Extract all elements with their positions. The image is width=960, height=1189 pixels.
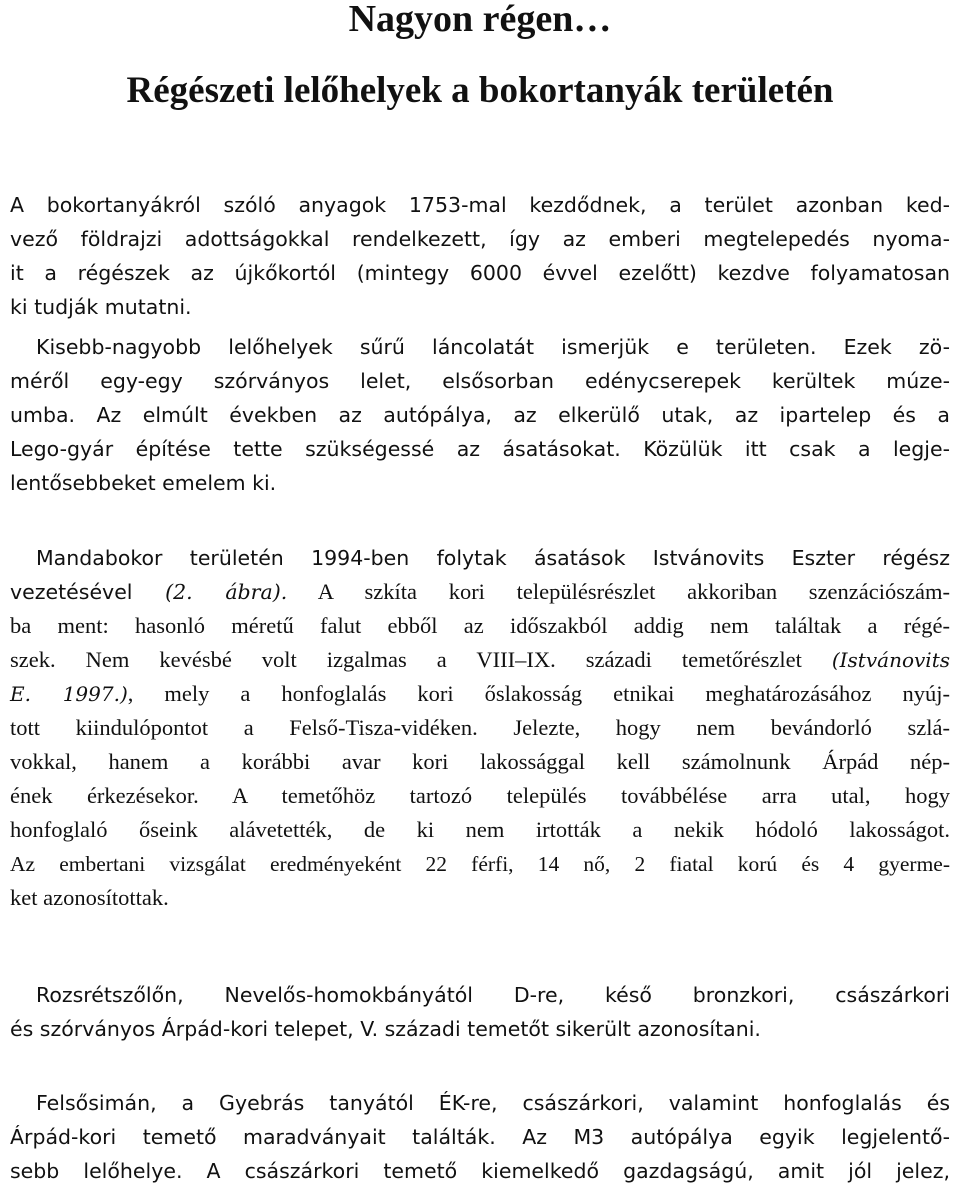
- paragraph-1: [10, 188, 950, 324]
- text-line: ki tudják mutatni.: [10, 295, 192, 319]
- text-line: vező földrajzi adottságokkal rendelkezett, így az emberi megtelepedés nyoma-: [10, 227, 950, 251]
- text-run: vezetésével: [10, 580, 166, 604]
- text-line: [10, 677, 950, 711]
- text-line: [10, 643, 950, 677]
- text-line: sebb lelőhelye. A császárkori temető kiemelkedő gazdagságú, amit jól jelez,: [10, 1159, 950, 1183]
- paragraph-4: [10, 978, 950, 1046]
- text-line: tott kiindulópontot a Felső-Tisza-vidéken. Jelezte, hogy nem bevándorló szlá-: [10, 715, 950, 740]
- text-line: vokkal, hanem a korábbi avar kori lakossággal kell számolnunk Árpád nép-: [10, 749, 950, 774]
- figure-reference: (2. ábra).: [165, 580, 288, 604]
- citation: (Istvánovits: [831, 648, 950, 672]
- text-line: umba. Az elmúlt években az autópálya, az elkerülő utak, az ipartelep és a: [10, 403, 950, 427]
- text-line: Az embertani vizsgálat eredményeként 22 férfi, 14 nő, 2 fiatal korú és 4 gyerme-: [10, 852, 950, 876]
- paragraph-5: [10, 1086, 950, 1188]
- text-line: Rozsrétszőlőn, Nevelős-homokbányától D-re, késő bronzkori, császárkori: [36, 983, 950, 1007]
- text-line: A bokortanyákról szóló anyagok 1753-mal kezdődnek, a terület azonban ked-: [10, 193, 950, 217]
- text-line: méről egy-egy szórványos lelet, elsősorban edénycserepek kerültek múze-: [10, 369, 950, 393]
- text-line: Felsősimán, a Gyebrás tanyától ÉK-re, császárkori, valamint honfoglalás és: [36, 1091, 950, 1115]
- text-line: lentősebbeket emelem ki.: [10, 471, 277, 495]
- text-run: szek. Nem kevésbé volt izgalmas a VIII–IX. századi temetőrészlet: [10, 647, 832, 672]
- text-line: [10, 575, 950, 609]
- paragraph-3: [10, 541, 950, 711]
- paragraph-3-continued: [10, 711, 950, 915]
- text-line: és szórványos Árpád-kori telepet, V. századi temetőt sikerült azonosítani.: [10, 1017, 761, 1041]
- page-title: Nagyon régen…: [348, 0, 612, 40]
- citation: E. 1997.): [10, 682, 128, 706]
- text-line: ba ment: hasonló méretű falut ebből az időszakból addig nem találtak a régé-: [10, 613, 950, 638]
- text-line: Kisebb-nagyobb lelőhelyek sűrű láncolatát ismerjük e területen. Ezek zö-: [36, 335, 950, 359]
- text-run: A szkíta kori településrészlet akkoriban szenzációszám-: [287, 579, 950, 604]
- text-line: ének érkezésekor. A temetőhöz tartozó település továbbélése arra utal, hogy: [10, 783, 950, 808]
- text-line: Árpád-kori temető maradványait találták. Az M3 autópálya egyik legjelentő-: [10, 1125, 950, 1149]
- section-title: Régészeti lelőhelyek a bokortanyák területén: [126, 70, 834, 111]
- text-line: honfoglaló őseink alávetették, de ki nem irtották a nekik hódoló lakosságot.: [10, 817, 950, 842]
- text-line: Mandabokor területén 1994-ben folytak ásatások Istvánovits Eszter régész: [36, 546, 950, 570]
- text-run: , mely a honfoglalás kori őslakosság etnikai meghatározásához nyúj-: [127, 681, 950, 706]
- text-line: Lego-gyár építése tette szükségessé az ásatásokat. Közülük itt csak a legje-: [10, 437, 950, 461]
- text-line: it a régészek az újkőkortól (mintegy 6000 évvel ezelőtt) kezdve folyamatosan: [10, 261, 950, 285]
- paragraph-2: [10, 330, 950, 500]
- text-line: ket azonosítottak.: [10, 885, 169, 910]
